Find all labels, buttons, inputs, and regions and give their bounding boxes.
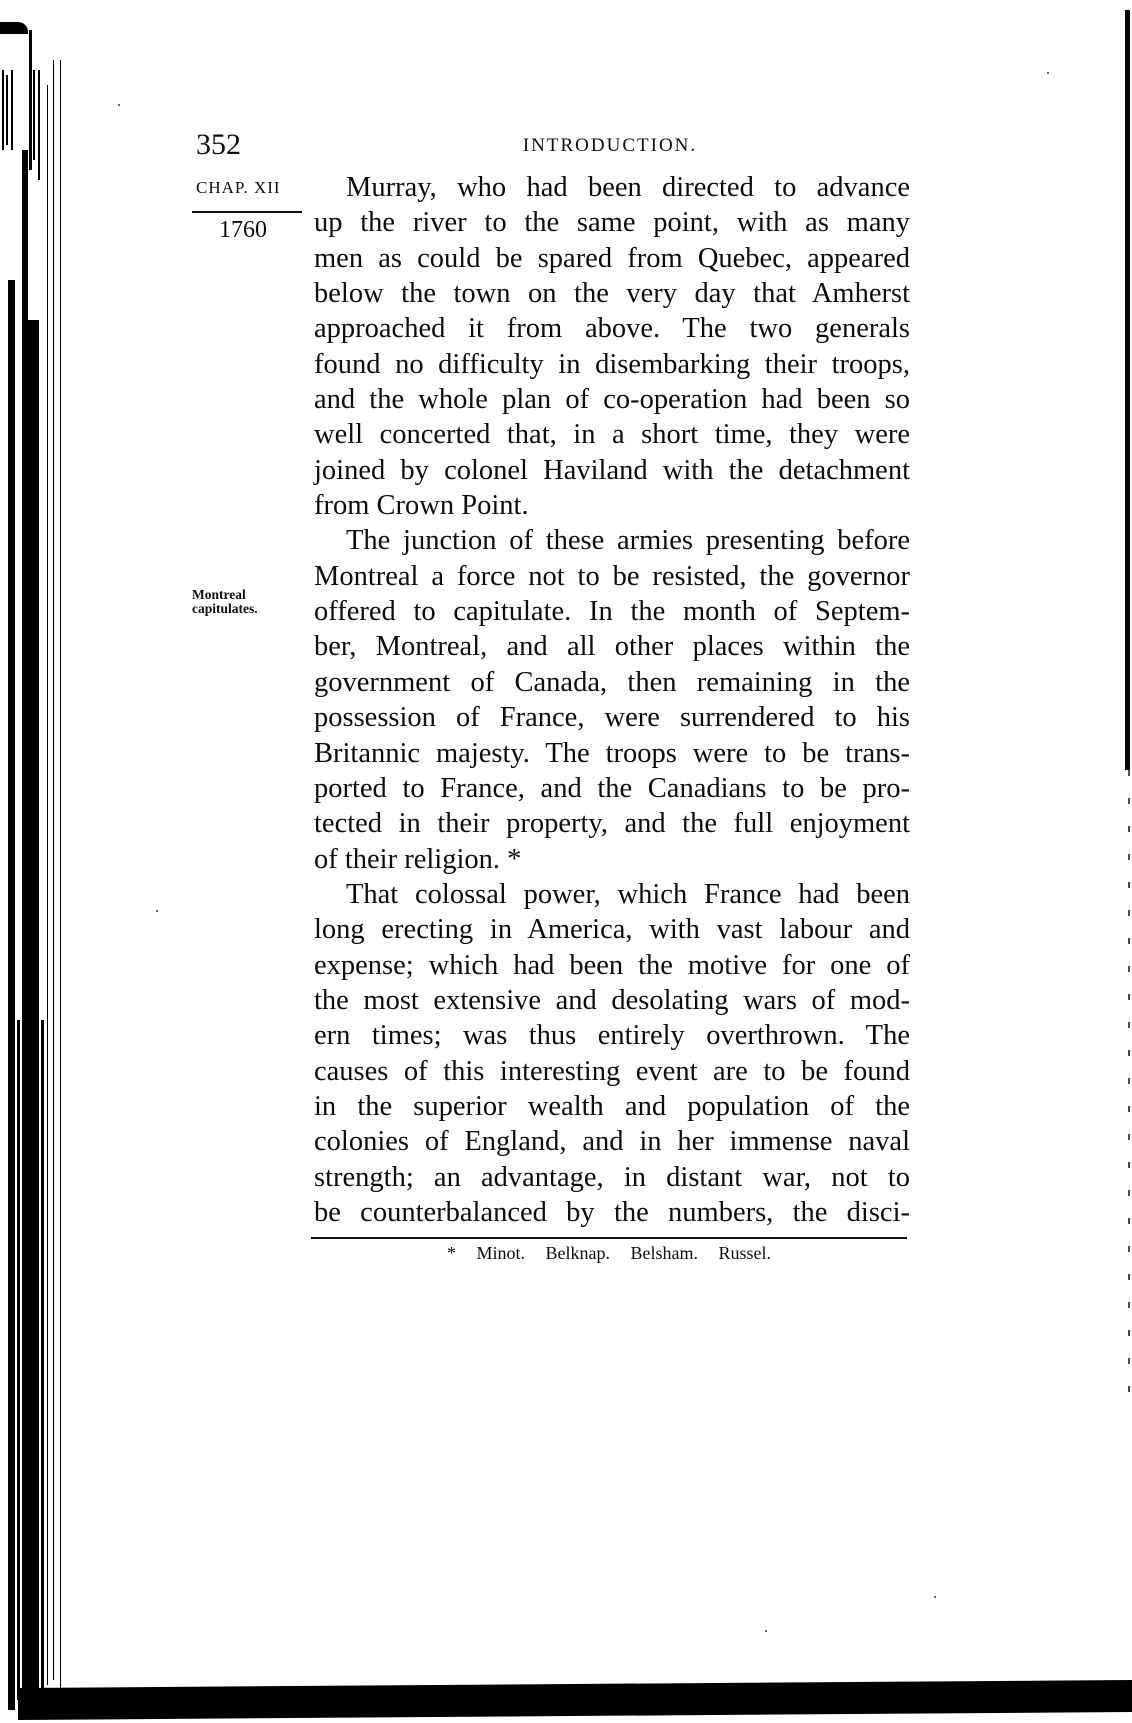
scan-speck <box>1047 72 1049 74</box>
right-page-edge <box>1125 10 1130 770</box>
binding-corner-mark <box>0 22 28 34</box>
text-line: be counterbalanced by the numbers, the disci- <box>314 1196 910 1228</box>
text-line: strength; an advantage, in distant war, not to <box>314 1161 910 1193</box>
text-line: found no difficulty in disembarking their troops, <box>314 348 910 380</box>
scan-speck <box>156 910 158 912</box>
text-line: long erecting in America, with vast labour and <box>314 914 910 946</box>
right-page-edge-fade <box>1128 770 1130 1410</box>
running-title: INTRODUCTION. <box>522 135 698 156</box>
page-number: 352 <box>196 128 241 161</box>
text-line: and the whole plan of co-operation had been so <box>314 384 910 416</box>
body-text <box>314 170 910 1230</box>
text-line: offered to capitulate. In the month of Septem- <box>314 596 910 628</box>
text-line: well concerted that, in a short time, they were <box>314 419 910 451</box>
margin-year: 1760 <box>219 217 267 243</box>
text-line: government of Canada, then remaining in the <box>314 666 910 698</box>
text-line: Montreal a force not to be resisted, the governor <box>314 560 910 592</box>
text-line: joined by colonel Haviland with the detachment <box>314 454 910 486</box>
scan-speck <box>934 1596 936 1598</box>
side-note-line: capitulates. <box>192 601 258 616</box>
text-line: up the river to the same point, with as many <box>314 207 910 239</box>
text-line: from Crown Point. <box>314 490 529 522</box>
side-note-line: Montreal <box>192 587 246 602</box>
side-note <box>192 588 258 616</box>
text-line: ber, Montreal, and all other places within the <box>314 631 910 663</box>
scan-speck <box>765 1630 767 1632</box>
footnote: * Minot. Belknap. Belsham. Russel. <box>447 1243 771 1263</box>
chapter-label: CHAP. XII <box>196 178 281 197</box>
text-line: men as could be spared from Quebec, appeared <box>314 242 910 274</box>
text-line: possession of France, were surrendered to his <box>314 702 910 734</box>
bottom-scan-edge <box>18 1680 1132 1720</box>
text-line: approached it from above. The two generals <box>314 313 910 345</box>
footnote-rule <box>311 1237 907 1239</box>
chapter-rule <box>192 211 302 213</box>
book-binding-gutter <box>0 20 70 1710</box>
text-line: the most extensive and desolating wars of mod- <box>314 984 910 1016</box>
text-line: causes of this interesting event are to be found <box>314 1055 910 1087</box>
text-line: of their religion. * <box>314 843 522 875</box>
scan-speck <box>118 104 120 106</box>
text-line: That colossal power, which France had been <box>346 878 910 910</box>
text-line: Britannic majesty. The troops were to be trans- <box>314 737 910 769</box>
text-line: ported to France, and the Canadians to be pro- <box>314 772 910 804</box>
text-line: colonies of England, and in her immense naval <box>314 1126 910 1158</box>
text-line: The junction of these armies presenting before <box>346 525 910 557</box>
text-line: Murray, who had been directed to advance <box>346 172 910 203</box>
text-line: below the town on the very day that Amherst <box>314 278 910 310</box>
text-line: tected in their property, and the full enjoyment <box>314 808 910 840</box>
text-line: ern times; was thus entirely overthrown. The <box>314 1020 910 1052</box>
text-line: in the superior wealth and population of the <box>314 1090 910 1122</box>
text-line: expense; which had been the motive for one of <box>314 949 910 981</box>
